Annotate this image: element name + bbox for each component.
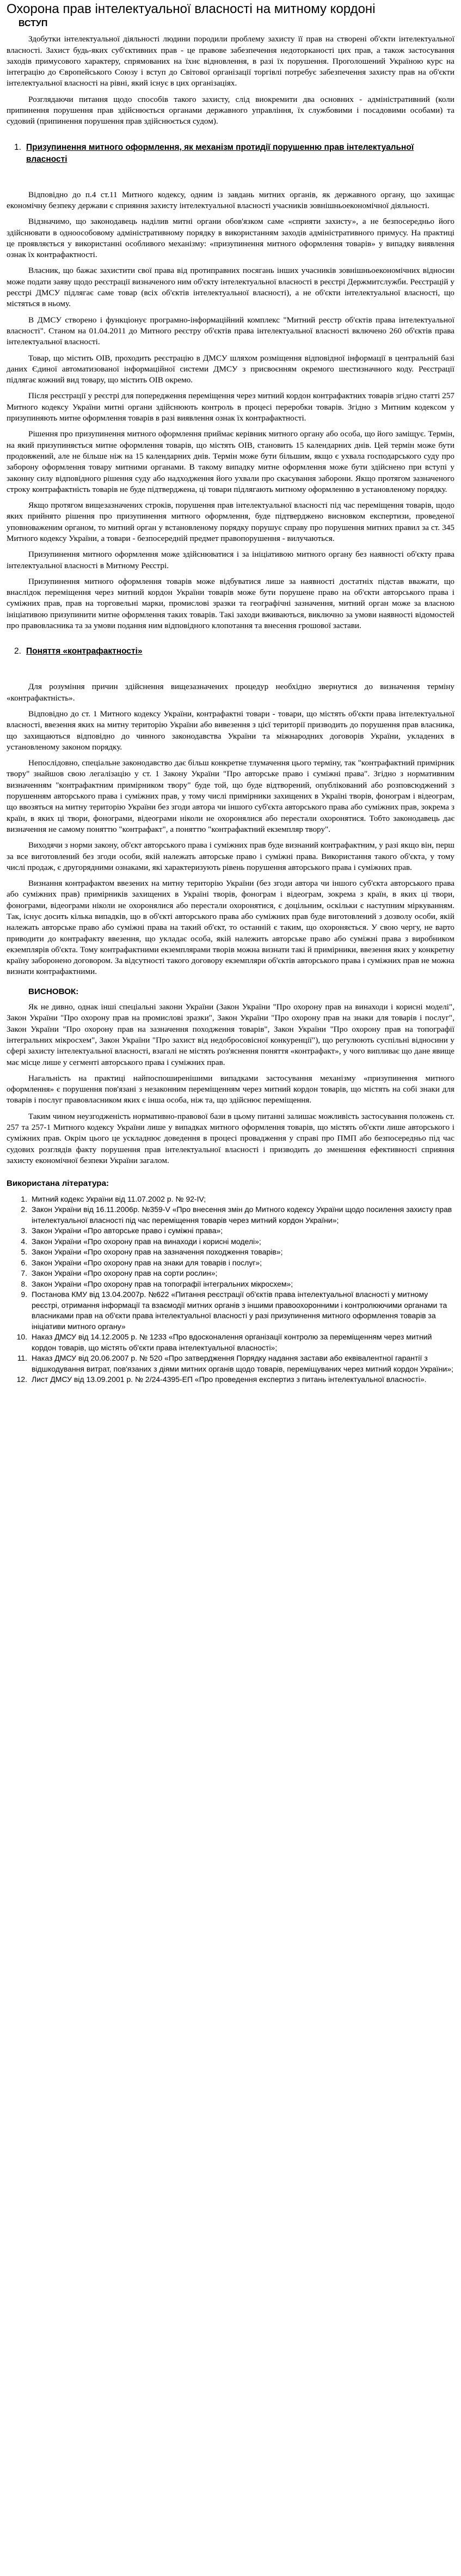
section-2-heading [14,645,454,657]
section-1-paragraph: Відзначимо, що законодавець наділив митні органи обов'язком саме «сприяти захисту», а не безпосередньо його здійснювати в одноособовому адміністративному порядку в використанням заходів адміністративного примусу. На практиці це проявляється у використанні особливого механізму: «призупинення митного оформлення товарів» у випадку виявлення ознак їх контрафактності. [7,217,454,260]
section-1-paragraph: В ДМСУ створено і функціонує програмно-інформаційний комплекс "Митний реєстр об'єктів права інтелектуальної власності". Станом на 01.04.2011 до Митного реєстру об'єктів права інтелектуальної власності включено 260 об'єктів права інтелектуальної власності. [7,315,454,347]
literature-item: 10. Наказ ДМСУ від 14.12.2005 р. № 1233 «Про вдосконалення організації контролю за переміщенням через митний кордон товарів, що містять об'єкти права інтелектуальної власності»; [29,1332,454,1353]
literature-item: 1. Митний кодекс України від 11.07.2002 р. № 92-IV; [29,1194,454,1205]
section-2-paragraph: Непослідовно, спеціальне законодавство дає більш конкретне тлумачення цього терміну, так "контрафактний примірник твору" знайшов свою легалізацію у ст. 1 Закону України "Про авторське право і суміжні права". Згідно з нормативним визначенням "контрафактним примірником твору" буде той, що буде відтворений, опублікований або розповсюджений з порушенням авторського права і суміжних прав, у тому числі примірники захищених в Україні творів, фонограм і відеограм, що ввозяться на митну територію України без згоди автора чи іншого суб'єкта авторського права або суміжних прав, зокрема з країн, в яких ці твори, фонограми, відеограми ніколи не охоронялися або перестали охоронятися. Тобто законодавець дає визначення не самому поняттю "контрафакт", а поняттю "контрафактний екземпляр твору". [7,758,454,834]
conclusions-paragraph: Нагальність на практиці найпоспоширенішими випадками застосування механізму «призупинення митного оформлення» є порушення пов'язані з незаконним переміщенням через митний кордон товарів, що містять на собі знаки для товарів і послуг правовласником яких є інша особа, ніж та, що здійснює переміщення. [7,1073,454,1105]
section-2-paragraph: Визнання контрафактом ввезених на митну територію України (без згоди автора чи іншого суб'єкта авторського права або суміжних прав) примірників захищених в Україні творів, фонограм і відеограм, зокрема з країн, в яких ці твори, фонограми, відеограми ніколи не охоронялися або перестали охоронятися, є доцільним, оскільки є наступним міркуванням. Так, існує досить кілька випадків, що в об'єкті авторського права або суміжних прав буде виготовлений з дозволу особи, якій належать авторське право або суміжні права на такий об'єкт, то останній є таким, що охороняється. У свою чергу, не варто приводити до контрафакту ввезення, що укладає особа, якій належить авторське право або суміжні права з виробником екземплярів об'єкта. Тому контрафактними екземплярами творів можна визнати такі й примірники, ввезення яких у конкретну країну заборонено договором. За відсутності такого договору екземпляри об'єктів авторського права і суміжних прав не можна визнати контрафактними. [7,879,454,977]
section-1-paragraph: Призупинення митного оформлення може здійснюватися і за ініціативою митного органу без наявності об'єкту права інтелектуальної власності в Митному Реєстрі. [7,550,454,570]
literature-item: 5. Закон України «Про охорону прав на зазначення походження товарів»; [29,1247,454,1258]
conclusions-heading: ВИСНОВОК: [28,986,79,996]
literature-item: 12. Лист ДМСУ від 13.09.2001 р. № 2/24-4395-ЕП «Про проведення експертиз з питань інтелектуальної власності». [29,1374,454,1385]
literature-list [7,1194,454,1385]
intro-paragraph: Здобутки інтелектуальної діяльності людини породили проблему захисту її прав на створені об'єкти інтелектуальної власності. Захист будь-яких суб'єктивних прав - це правове забезпечення недоторканості цих прав, а також застосування заходів примусового характеру, спрямованих на їхнє відновлення, в разі їх порушення. Проголошений Україною курс на інтеграцію до Європейського Союзу і вступ до Світової організації торгівлі потребує забезпечення захисту прав на об'єкти інтелектуальної власності на рівні, який існує в цих організаціях. [7,34,454,88]
intro-paragraph: Розглядаючи питання щодо способів такого захисту, слід виокремити два основних - адміністративний (коли припинення порушення прав здійснюється органами державного управління, їх службовими і посадовими особами) та судовий (припинення порушення прав здійснюється судом). [7,94,454,126]
section-1-paragraph: Призупинення митного оформлення товарів може відбуватися лише за наявності достатніх підстав вважати, що внаслідок переміщення через митний кордон України товарів може бути порушене право на об'єкти авторського права і суміжних прав, прав на торговельні марки, промислові зразки та географічні зазначення, митний орган може за власною ініціативою призупинити митне оформлення таких товарів. Такі заходи вживаються, виключно за умови наявності відомостей про правовласника та за умови подання ним відповідного клопотання та внесення грошової застави. [7,576,454,631]
literature-heading: Використана література: [7,1179,109,1189]
section-1-heading [14,142,454,166]
section-1-number: 1. [14,142,21,152]
section-2-title: Поняття «контрафактності» [26,647,143,656]
conclusions-paragraph: Таким чином неузгодженість нормативно-правової бази в цьому питанні залишає можливість застосування положень ст. 257 та 257-1 Митного кодексу України лише у випадках митного оформлення товарів, що містять об'єкти лише авторського і суміжних прав. Окрім цього це ускладнює доведення в процесі провадження у справі про ПМП або безпосередньо під час судових розглядів факту порушення прав інтелектуальної власності і призводить до зменшення ефективності сприяння захисту економічної безпеки України загалом. [7,1111,454,1165]
literature-item: 7. Закон України «Про охорону прав на сорти рослин»; [29,1268,454,1279]
section-1-paragraph: Власник, що бажає захистити свої права від протиправних посягань інших учасників зовнішньоекономічних відносин може подати заяву щодо реєстрації визначеного ним об'єкту інтелектуальної власності в реєстрі Держмитслужби. Реєстрацій у реєстрі ДМСУ підлягає саме товар (всіх об'єктів інтелектуальної власності), а не об'єкти інтелектуальної власності, що містяться в ньому. [7,266,454,309]
literature-item: 8. Закон України «Про охорону прав на топографії інтегральних мікросхем»; [29,1279,454,1290]
literature-item: 9. Постанова КМУ від 13.04.2007р. №622 «Питання реєстрації об'єктів права інтелектуальної власності у митному реєстрі, отримання інформації та взаємодії митних органів з іншими правоохоронними і контролюючими органами та власниками прав на об'єкти права інтелектуальної власності у разі призупинення митного оформлення товарів за ініціативи митного органу» [29,1289,454,1332]
section-1-paragraph: Якщо протягом вищезазначених строків, порушення прав інтелектуальної власності під час переміщення товарів, щодо яких прийнято рішення про призупинення митного оформлення, буде підтверджено висновком експертизи, проведеної уповноваженим органом, то митний орган у встановленому порядку порушує справу про порушення митних правил за ст. 345 Митного кодексу України, а товари - безпосередній предмет правопорушення - вилучаються. [7,501,454,543]
section-2-paragraph: Для розуміння причин здійснення вищезазначених процедур необхідно звернутися до визначення терміну «контрафактність». [7,682,454,703]
section-2-number: 2. [14,647,21,656]
literature-item: 11. Наказ ДМСУ від 20.06.2007 р. № 520 «Про затвердження Порядку надання застави або еквівалентної гарантії з відшкодування витрат, пов'язаних з діями митних органів щодо товарів, переміщуваних через митний кордон України»; [29,1353,454,1374]
section-1-paragraph: Відповідно до п.4 ст.11 Митного кодексу, одним із завдань митних органів, як державного органу, що захищає економічну безпеку держави є сприяння захисту інтелектуальної власності учасників зовнішньоекономічної діяльності. [7,190,454,210]
section-1-paragraph: Товар, що містить ОІВ, проходить реєстрацію в ДМСУ шляхом розміщення відповідної інформації в центральній базі даних Єдиної автоматизованої інформаційної системи ДМСУ з присвоєнням окремого шестизначного коду. Реєстрації підлягає кожний вид товару, що містить ОІВ окремо. [7,353,454,385]
section-1-paragraph: Рішення про призупинення митного оформлення приймає керівник митного органу або особа, що його заміщує. Термін, на який призупиняється митне оформлення товарів, що містять ОІВ, становить 15 календарних днів. Цей термін може бути продовжений, але не більше ніж на 15 календарних днів. Термін може бути більшим, якщо є ухвала господарського суду про заборону оформлення товару митними органами. В такому випадку митне оформлення може бути здійснено при вступі у законну силу відповідного рішення суду або надходження його ухвали про скасування заборони. Якщо протягом зазначеного строку контрафактність товарів не буде підтверджена, ці товари підлягають митному оформленню в установленому порядку. [7,429,454,494]
literature-item: 4. Закон України «Про охорону прав на винаходи і корисні моделі»; [29,1237,454,1247]
section-1-paragraph: Після реєстрації у реєстрі для попередження переміщення через митний кордон контрафактних товарів згідно статті 257 Митного кодексу України митні органи здійснюють контроль в процесі переробки товарів. Згідно з Митним кодексом у призупиняють митне оформлення товарів в разі виявлення ознак їх контрафактності. [7,391,454,423]
section-2-paragraph: Відповідно до ст. 1 Митного кодексу України, контрафактні товари - товари, що містять об'єкти права інтелектуальної власності, ввезення яких на митну територію України або вивезення з цієї території призводить до порушення прав власника, що захищаються відповідно до чинного законодавства України та міжнародних договорів України, укладених в установленому законом порядку. [7,709,454,752]
literature-item: 2. Закон України від 16.11.2006р. №359-V «Про внесення змін до Митного кодексу України щодо посилення захисту прав інтелектуальної власності під час переміщення товарів через митний кордон України»; [29,1204,454,1226]
section-1-title: Призупинення митного оформлення, як механізм протидії порушенню прав інтелектуальної власності [26,142,414,164]
literature-item: 3. Закон України «Про авторське право і суміжні права»; [29,1226,454,1237]
page-title: Охорона прав інтелектуальної власності на митному кордоні [7,2,376,16]
intro-heading: ВСТУП [19,19,48,28]
conclusions-paragraph: Як не дивно, однак інші спеціальні закони України (Закон України "Про охорону прав на винаходи і корисні моделі", Закон України "Про охорону прав на промислові зразки", Закон України "Про охорону прав на знаки для товарів і послуг", Закон України "Про охорону прав на зазначення походження товарів", Закон України "Про охорону прав на топографії інтегральних мікросхем", Закон України "Про захист від недобросовісної конкуренції"), що регулюють суспільні відносини у сфері захисту інтелектуальної власності, взагалі не містять роз'яснення поняття «контрафакт», у чого випливає що дане явище має місце лише у сегменті авторського права і суміжних прав. [7,1002,454,1067]
section-2-paragraph: Виходячи з норми закону, об'єкт авторського права і суміжних прав буде визнаний контрафактним, у разі якщо він, перш за все виготовлений без згоди особи, якій належать авторське право і суміжні права. Використання такого об'єкта, у тому числі продаж, є другорядними ознаками, які характеризують рівень порушення авторського права і суміжних прав. [7,841,454,872]
literature-item: 6. Закон України «Про охорону прав на знаки для товарів і послуг»; [29,1258,454,1269]
